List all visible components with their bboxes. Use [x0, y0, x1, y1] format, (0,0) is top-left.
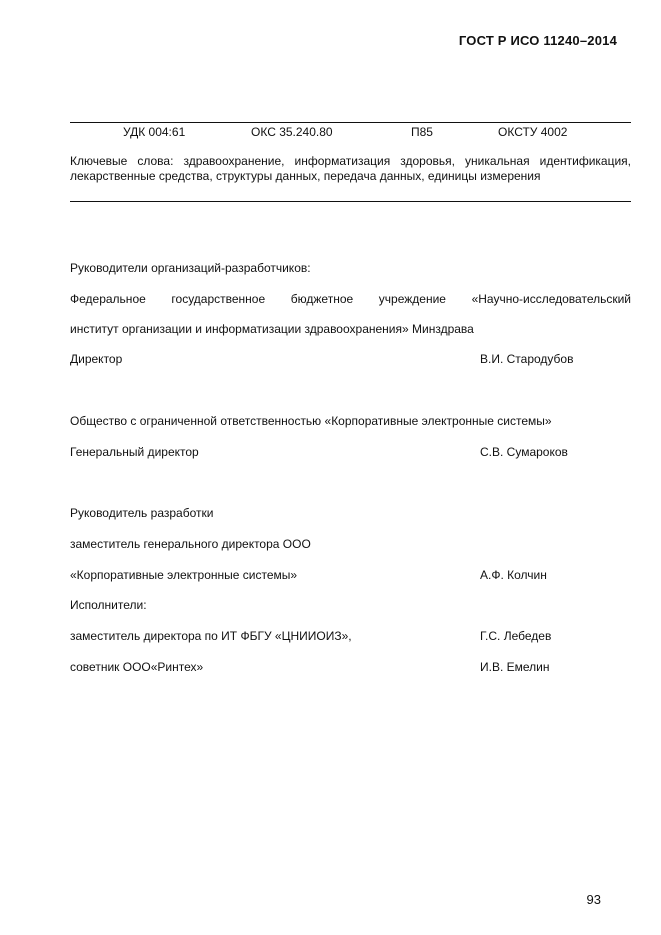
org2-person: С.В. Сумароков	[480, 445, 568, 459]
org2-position: Генеральный директор	[70, 445, 199, 459]
executors-heading: Исполнители:	[70, 598, 147, 612]
dev-lead-position-line1: заместитель генерального директора ООО	[70, 537, 311, 551]
leaders-heading: Руководители организаций-разработчиков:	[70, 261, 311, 275]
standard-code-header: ГОСТ Р ИСО 11240–2014	[458, 33, 617, 48]
keywords-paragraph: Ключевые слова: здравоохранение, информатизация здоровья, уникальная идентификация, лекарственные средства, структуры данных, передача данных, единицы измерения	[70, 154, 631, 183]
executor-person: И.В. Емелин	[480, 660, 550, 674]
top-rule	[70, 122, 631, 123]
org1-name-line2: институт организации и информатизации здравоохранения» Минздрава	[70, 322, 474, 336]
okstu-code: ОКСТУ 4002	[498, 125, 568, 139]
executor-position: заместитель директора по ИТ ФБГУ «ЦНИИОИЗ»,	[70, 629, 352, 643]
dev-lead-heading: Руководитель разработки	[70, 506, 214, 520]
udk-code: УДК 004:61	[123, 125, 186, 139]
page-number: 93	[586, 892, 601, 907]
bottom-rule	[70, 201, 631, 202]
oks-code: ОКС 35.240.80	[251, 125, 333, 139]
p-code: П85	[411, 125, 433, 139]
dev-lead-position-line2: «Корпоративные электронные системы»	[70, 568, 298, 582]
classification-codes	[70, 125, 631, 141]
dev-lead-person: А.Ф. Колчин	[480, 568, 547, 582]
org1-name-line1: Федеральное государственное бюджетное учреждение «Научно-исследовательский	[70, 292, 631, 306]
org2-name: Общество с ограниченной ответственностью «Корпоративные электронные системы»	[70, 414, 552, 428]
org1-person: В.И. Стародубов	[480, 352, 574, 366]
org1-position: Директор	[70, 352, 123, 366]
executor-position: советник ООО«Ринтех»	[70, 660, 204, 674]
executor-person: Г.С. Лебедев	[480, 629, 552, 643]
